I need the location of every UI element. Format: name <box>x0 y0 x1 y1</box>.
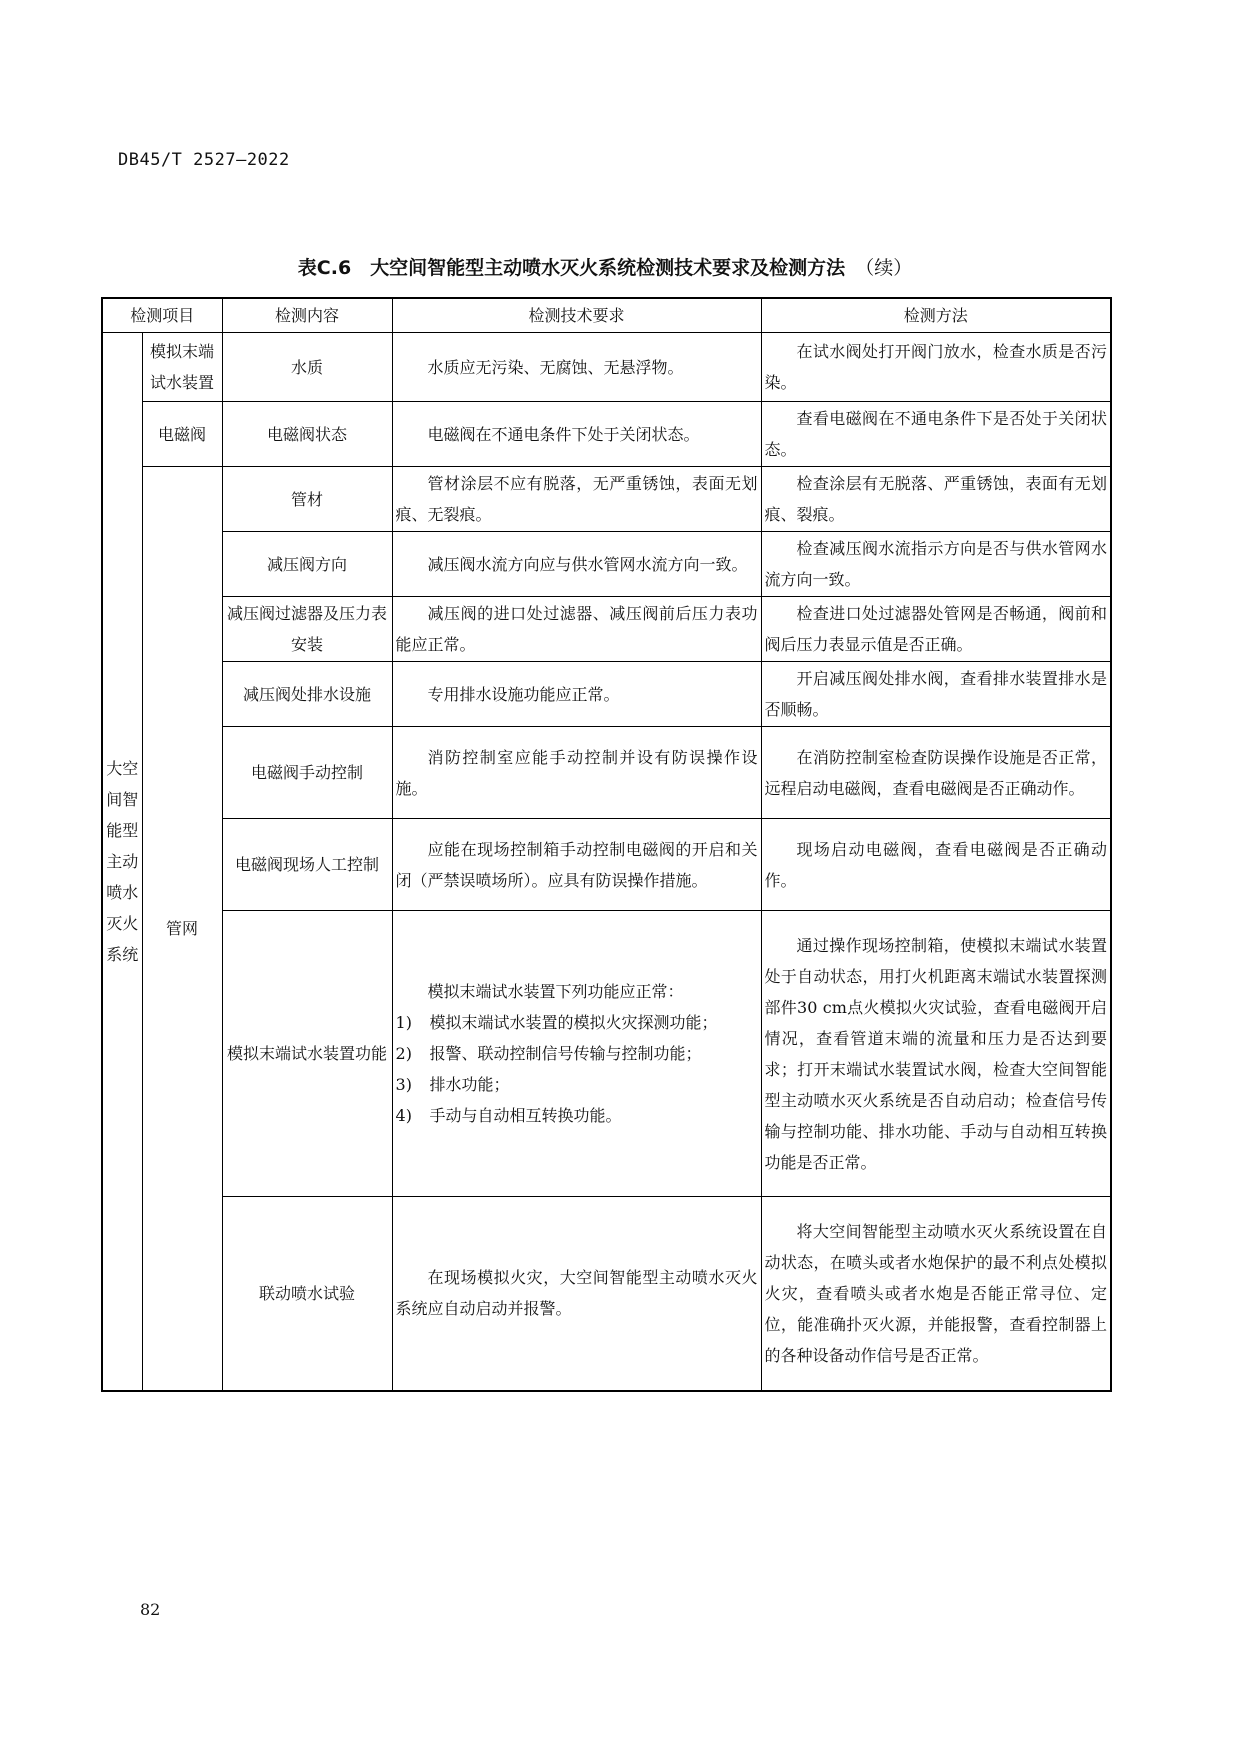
requirement-cell: 电磁阀在不通电条件下处于关闭状态。 <box>392 402 761 467</box>
list-item <box>396 1007 758 1038</box>
header-content: 检测内容 <box>222 298 392 333</box>
requirement-cell: 专用排水设施功能应正常。 <box>392 662 761 727</box>
subitem-cell: 模拟末端试水装置 <box>142 333 222 402</box>
table-row <box>102 662 1111 727</box>
method-cell: 检查涂层有无脱落、严重锈蚀，表面有无划痕、裂痕。 <box>761 467 1111 532</box>
requirement-intro: 模拟末端试水装置下列功能应正常： <box>427 982 684 1001</box>
table-title: 表C.6 大空间智能型主动喷水灭火系统检测技术要求及检测方法 <box>297 257 846 279</box>
method-cell: 检查减压阀水流指示方向是否与供水管网水流方向一致。 <box>761 532 1111 597</box>
requirement-cell: 消防控制室应能手动控制并设有防误操作设施。 <box>392 727 761 819</box>
list-text: 排水功能； <box>429 1075 510 1094</box>
table-row <box>102 532 1111 597</box>
content-cell: 联动喷水试验 <box>222 1197 392 1391</box>
list-text: 模拟末端试水装置的模拟火灾探测功能； <box>429 1013 718 1032</box>
content-cell: 模拟末端试水装置功能 <box>222 911 392 1197</box>
method-cell: 在消防控制室检查防误操作设施是否正常，远程启动电磁阀，查看电磁阀是否正确动作。 <box>761 727 1111 819</box>
table-caption <box>100 253 1110 280</box>
content-cell: 减压阀方向 <box>222 532 392 597</box>
header-method: 检测方法 <box>761 298 1111 333</box>
table-header-row <box>102 298 1111 333</box>
method-cell: 在试水阀处打开阀门放水，检查水质是否污染。 <box>761 333 1111 402</box>
requirement-cell: 在现场模拟火灾，大空间智能型主动喷水灭火系统应自动启动并报警。 <box>392 1197 761 1391</box>
inspection-table <box>101 297 1112 1392</box>
subitem-cell: 管网 <box>142 467 222 1391</box>
list-item <box>396 1100 758 1131</box>
list-number: 4) <box>395 1106 412 1125</box>
method-cell: 查看电磁阀在不通电条件下是否处于关闭状态。 <box>761 402 1111 467</box>
header-requirement: 检测技术要求 <box>392 298 761 333</box>
list-number: 1) <box>395 1013 412 1032</box>
content-cell: 减压阀过滤器及压力表安装 <box>222 597 392 662</box>
content-cell: 减压阀处排水设施 <box>222 662 392 727</box>
method-cell: 开启减压阀处排水阀，查看排水装置排水是否顺畅。 <box>761 662 1111 727</box>
requirement-cell: 水质应无污染、无腐蚀、无悬浮物。 <box>392 333 761 402</box>
requirement-cell: 应能在现场控制箱手动控制电磁阀的开启和关闭（严禁误喷场所）。应具有防误操作措施。 <box>392 819 761 911</box>
content-cell: 电磁阀手动控制 <box>222 727 392 819</box>
table-row <box>102 1197 1111 1391</box>
list-number: 2) <box>395 1044 412 1063</box>
method-cell: 现场启动电磁阀，查看电磁阀是否正确动作。 <box>761 819 1111 911</box>
content-cell: 电磁阀状态 <box>222 402 392 467</box>
table-row <box>102 911 1111 1197</box>
requirement-cell: 减压阀的进口处过滤器、减压阀前后压力表功能应正常。 <box>392 597 761 662</box>
header-item: 检测项目 <box>102 298 222 333</box>
content-cell: 水质 <box>222 333 392 402</box>
list-item <box>396 1038 758 1069</box>
content-cell: 管材 <box>222 467 392 532</box>
list-text: 手动与自动相互转换功能。 <box>429 1106 622 1125</box>
requirement-cell: 管材涂层不应有脱落，无严重锈蚀，表面无划痕、无裂痕。 <box>392 467 761 532</box>
list-text: 报警、联动控制信号传输与控制功能； <box>429 1044 702 1063</box>
list-item <box>396 1069 758 1100</box>
table-row <box>102 819 1111 911</box>
list-number: 3) <box>395 1075 412 1094</box>
table-row <box>102 597 1111 662</box>
table-continued-label: （续） <box>855 257 913 279</box>
method-cell: 检查进口处过滤器处管网是否畅通，阀前和阀后压力表显示值是否正确。 <box>761 597 1111 662</box>
page-number: 82 <box>140 1600 161 1619</box>
table-row <box>102 467 1111 532</box>
method-cell: 通过操作现场控制箱，使模拟末端试水装置处于自动状态，用打火机距离末端试水装置探测部件30 cm点火模拟火灾试验，查看电磁阀开启情况，查看管道末端的流量和压力是否达到要求；打开末端试水装置试水阀，检查大空间智能型主动喷水灭火系统是否自动启动；检查信号传输与控制功能、排水功能、手动与自动相互转换功能是否正常。 <box>761 911 1111 1197</box>
document-code: DB45/T 2527—2022 <box>118 150 290 170</box>
subitem-cell: 电磁阀 <box>142 402 222 467</box>
content-cell: 电磁阀现场人工控制 <box>222 819 392 911</box>
category-cell: 大空间智能型主动喷水灭火系统 <box>102 333 142 1391</box>
method-cell: 将大空间智能型主动喷水灭火系统设置在自动状态，在喷头或者水炮保护的最不利点处模拟火灾，查看喷头或者水炮是否能正常寻位、定位，能准确扑灭火源，并能报警，查看控制器上的各种设备动作信号是否正常。 <box>761 1197 1111 1391</box>
table-row <box>102 402 1111 467</box>
requirement-cell: 减压阀水流方向应与供水管网水流方向一致。 <box>392 532 761 597</box>
table-row <box>102 727 1111 819</box>
requirement-cell <box>392 911 761 1197</box>
table-row <box>102 333 1111 402</box>
